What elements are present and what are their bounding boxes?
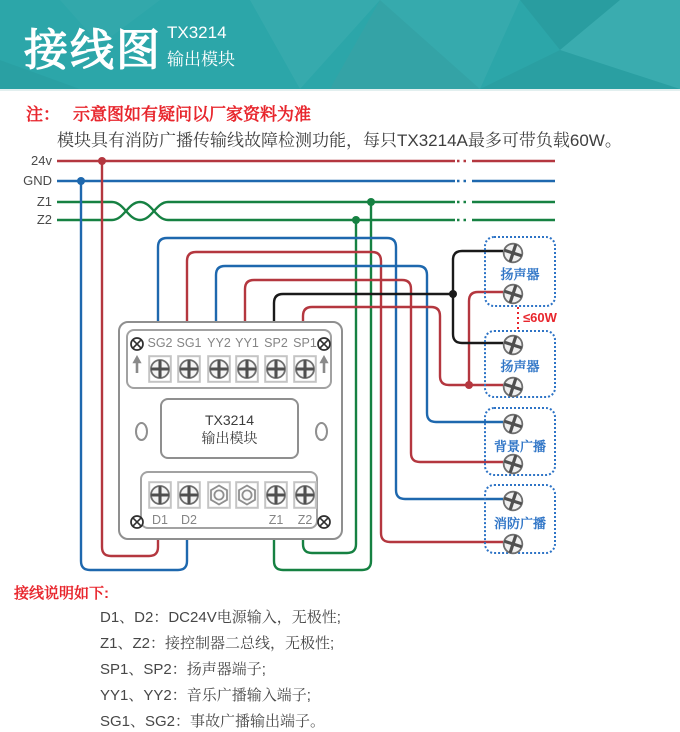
terminal-label-sp2: SP2 bbox=[264, 336, 288, 350]
speaker-terminal-icon bbox=[502, 533, 524, 555]
mount-hole bbox=[135, 422, 148, 441]
module-model: TX3214 bbox=[204, 411, 255, 428]
bus-label-z1: Z1 bbox=[36, 194, 52, 209]
page-title: 接线图 bbox=[24, 26, 162, 75]
bus-label-24v: 24v bbox=[31, 153, 52, 168]
mount-screw-icon bbox=[130, 337, 144, 351]
wiring-note-yy: YY1、YY2：音乐广播输入端子; bbox=[100, 687, 311, 704]
mount-screw-icon bbox=[130, 515, 144, 529]
device-box-background-broadcast bbox=[484, 407, 556, 476]
bus-label-gnd: GND bbox=[23, 173, 52, 188]
speaker-terminal-icon bbox=[502, 453, 524, 475]
device-box-fire-broadcast bbox=[484, 484, 556, 554]
screw-terminal-z1 bbox=[264, 481, 288, 509]
screw-terminal-d1 bbox=[148, 481, 172, 509]
screw-terminal-yy2 bbox=[207, 355, 231, 383]
mount-hole bbox=[315, 422, 328, 441]
model-type: 输出模块 bbox=[167, 50, 235, 69]
terminal-label-sg1: SG1 bbox=[176, 336, 202, 350]
hex-terminal-icon bbox=[235, 481, 259, 509]
speaker-terminal-icon bbox=[502, 334, 524, 356]
tx3214-module bbox=[118, 321, 343, 540]
wiring-notes-title: 接线说明如下: bbox=[14, 585, 109, 602]
screw-terminal-sg2 bbox=[148, 355, 172, 383]
speaker-terminal-icon bbox=[502, 242, 524, 264]
wiring-note-sp: SP1、SP2：扬声器端子; bbox=[100, 661, 266, 678]
screw-terminal-yy1 bbox=[235, 355, 259, 383]
terminal-label-yy2: YY2 bbox=[207, 336, 231, 350]
screw-terminal-z2 bbox=[293, 481, 317, 509]
screw-terminal-sg1 bbox=[177, 355, 201, 383]
speaker-terminal-icon bbox=[502, 490, 524, 512]
screw-terminal-sp2 bbox=[264, 355, 288, 383]
model-number: TX3214 bbox=[167, 23, 227, 42]
up-arrow-icon bbox=[131, 354, 143, 374]
screw-terminal-sp1 bbox=[293, 355, 317, 383]
speaker-terminal-icon bbox=[502, 376, 524, 398]
device-box-speaker-2 bbox=[484, 330, 556, 398]
device-label: 扬声器 bbox=[500, 359, 540, 374]
description-note: 模块具有消防广播传输线故障检测功能，每只TX3214A最多可带负载60W。 bbox=[57, 131, 622, 150]
screw-terminal-d2 bbox=[177, 481, 201, 509]
wiring-note-d: D1、D2：DC24V电源输入，无极性; bbox=[100, 609, 341, 626]
device-label: 扬声器 bbox=[500, 267, 540, 282]
wiring-note-sg: SG1、SG2：事故广播输出端子。 bbox=[100, 713, 326, 730]
terminal-label-yy1: YY1 bbox=[235, 336, 259, 350]
note-warning-text: 示意图如有疑问以厂家资料为准 bbox=[73, 105, 311, 124]
device-box-speaker-1 bbox=[484, 236, 556, 307]
note-label: 注： bbox=[26, 105, 60, 124]
terminal-label-z1: Z1 bbox=[268, 513, 284, 527]
power-limit-label: ≤60W bbox=[523, 310, 557, 325]
terminal-label-d2: D2 bbox=[181, 513, 197, 527]
wiring-note-z: Z1、Z2：接控制器二总线，无极性; bbox=[100, 635, 335, 652]
terminal-label-z2: Z2 bbox=[297, 513, 313, 527]
module-nameplate bbox=[160, 398, 299, 459]
bus-label-z2: Z2 bbox=[36, 212, 52, 227]
up-arrow-icon bbox=[318, 354, 330, 374]
terminal-label-sp1: SP1 bbox=[293, 336, 317, 350]
module-type: 输出模块 bbox=[201, 429, 258, 446]
device-label: 消防广播 bbox=[493, 516, 546, 531]
speaker-terminal-icon bbox=[502, 283, 524, 305]
mount-screw-icon bbox=[317, 515, 331, 529]
device-label: 背景广播 bbox=[493, 439, 546, 454]
terminal-label-d1: D1 bbox=[152, 513, 168, 527]
hex-terminal-icon bbox=[207, 481, 231, 509]
terminal-label-sg2: SG2 bbox=[147, 336, 173, 350]
speaker-terminal-icon bbox=[502, 413, 524, 435]
